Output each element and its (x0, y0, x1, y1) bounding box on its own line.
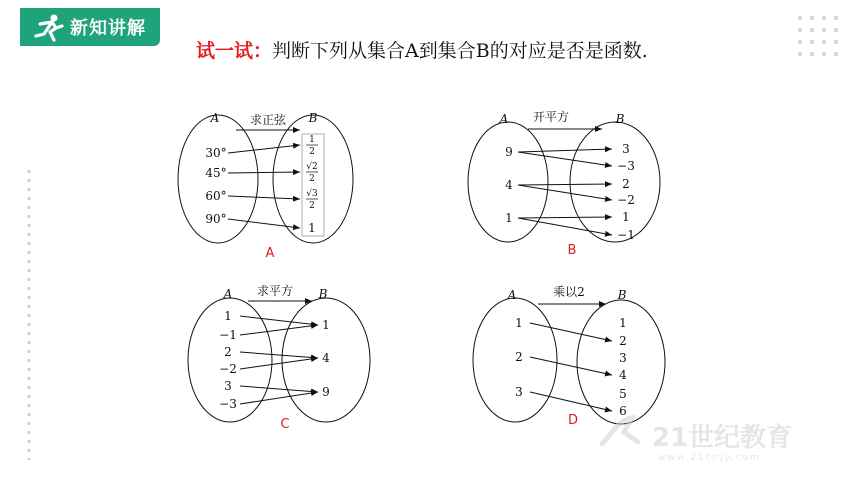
codomain-element (306, 161, 318, 184)
mapping-arrow (240, 316, 318, 325)
mapping-arrow (518, 152, 612, 166)
codomain-element: −2 (617, 193, 635, 207)
codomain-element: 2 (622, 177, 630, 191)
fraction-denominator: 2 (309, 147, 315, 157)
mapping-arrow (240, 392, 318, 404)
domain-element: 2 (515, 350, 523, 364)
mapping-arrow (240, 325, 318, 335)
mapping-arrow (228, 219, 300, 228)
diagram-caption: C (280, 417, 290, 432)
domain-element: −3 (219, 397, 237, 411)
set-b-label: B (318, 287, 328, 301)
codomain-element: 3 (619, 351, 627, 365)
set-b-label: B (308, 111, 318, 125)
domain-element: 1 (515, 316, 523, 330)
codomain-element: 5 (619, 387, 627, 401)
set-a-label: A (499, 112, 509, 126)
set-a-label: A (507, 288, 517, 302)
mapping-arrow (518, 184, 612, 185)
watermark-brand: 21世纪教育 (652, 423, 793, 453)
domain-element: 2 (224, 345, 232, 359)
mapping-arrow (518, 217, 612, 218)
watermark-logo (598, 414, 838, 464)
badge-label: 新知讲解 (70, 18, 146, 39)
fraction-denominator: 2 (309, 201, 315, 211)
fraction-numerator: √2 (306, 162, 318, 172)
codomain-element (306, 135, 318, 157)
codomain-element: 1 (622, 210, 630, 224)
codomain-element: −1 (617, 228, 635, 242)
domain-element: 4 (505, 178, 513, 192)
mapping-arrow (240, 358, 318, 369)
fraction-numerator: √3 (306, 189, 318, 199)
domain-element: 3 (515, 385, 523, 399)
domain-element: 9 (505, 145, 513, 159)
rule-label: 求平方 (256, 284, 294, 298)
domain-element: 60° (205, 189, 227, 203)
mapping-arrow (530, 357, 612, 375)
set-a-label: A (223, 287, 233, 301)
codomain-element: 1 (619, 316, 627, 330)
fraction-numerator: 1 (309, 135, 315, 145)
codomain-element (306, 188, 318, 211)
set-a-label: A (210, 111, 220, 125)
codomain-element: 6 (619, 404, 627, 418)
mapping-arrow (518, 185, 612, 200)
rule-label: 开平方 (532, 110, 570, 124)
mapping-arrow (228, 196, 300, 199)
set-b-label: B (617, 288, 627, 302)
domain-element: 3 (224, 379, 232, 393)
mapping-arrow (228, 145, 300, 153)
domain-element: 1 (505, 211, 513, 225)
title-body: 判断下列从集合A到集合B的对应是否是函数. (272, 40, 648, 62)
codomain-element: 4 (322, 351, 330, 365)
domain-element: −2 (219, 362, 237, 376)
codomain-element: 1 (322, 318, 330, 332)
codomain-element: −3 (617, 159, 635, 173)
watermark-url: www.21cnjy.com (658, 453, 761, 463)
codomain-element: 1 (308, 221, 316, 235)
mapping-arrow (518, 149, 612, 152)
mapping-arrow (240, 386, 318, 392)
diagram-caption: D (567, 413, 579, 428)
diagram-d (473, 285, 665, 428)
rule-label: 求正弦 (249, 113, 287, 127)
codomain-element: 4 (619, 368, 627, 382)
set-b-ellipse (570, 122, 660, 242)
mapping-arrow (518, 218, 612, 235)
diagram-caption: A (265, 246, 275, 261)
domain-element: 90° (205, 212, 227, 226)
rule-label: 乘以2 (553, 285, 585, 299)
mapping-arrow (530, 323, 612, 341)
codomain-element: 2 (619, 334, 627, 348)
domain-element: 30° (205, 146, 227, 160)
diagram-a (178, 111, 353, 261)
codomain-element: 9 (322, 385, 330, 399)
set-b-label: B (615, 112, 625, 126)
title-lead: 试一试： (196, 40, 273, 62)
mapping-arrow (228, 172, 300, 173)
mapping-arrow (530, 392, 612, 411)
fraction-denominator: 2 (309, 174, 315, 184)
domain-element: −1 (219, 328, 237, 342)
diagram-caption: B (567, 243, 577, 258)
diagram-b (468, 109, 660, 258)
domain-element: 1 (224, 309, 232, 323)
diagram-c (188, 283, 370, 432)
codomain-element: 3 (622, 142, 630, 156)
mapping-arrow (240, 352, 318, 358)
domain-element: 45° (205, 166, 227, 180)
